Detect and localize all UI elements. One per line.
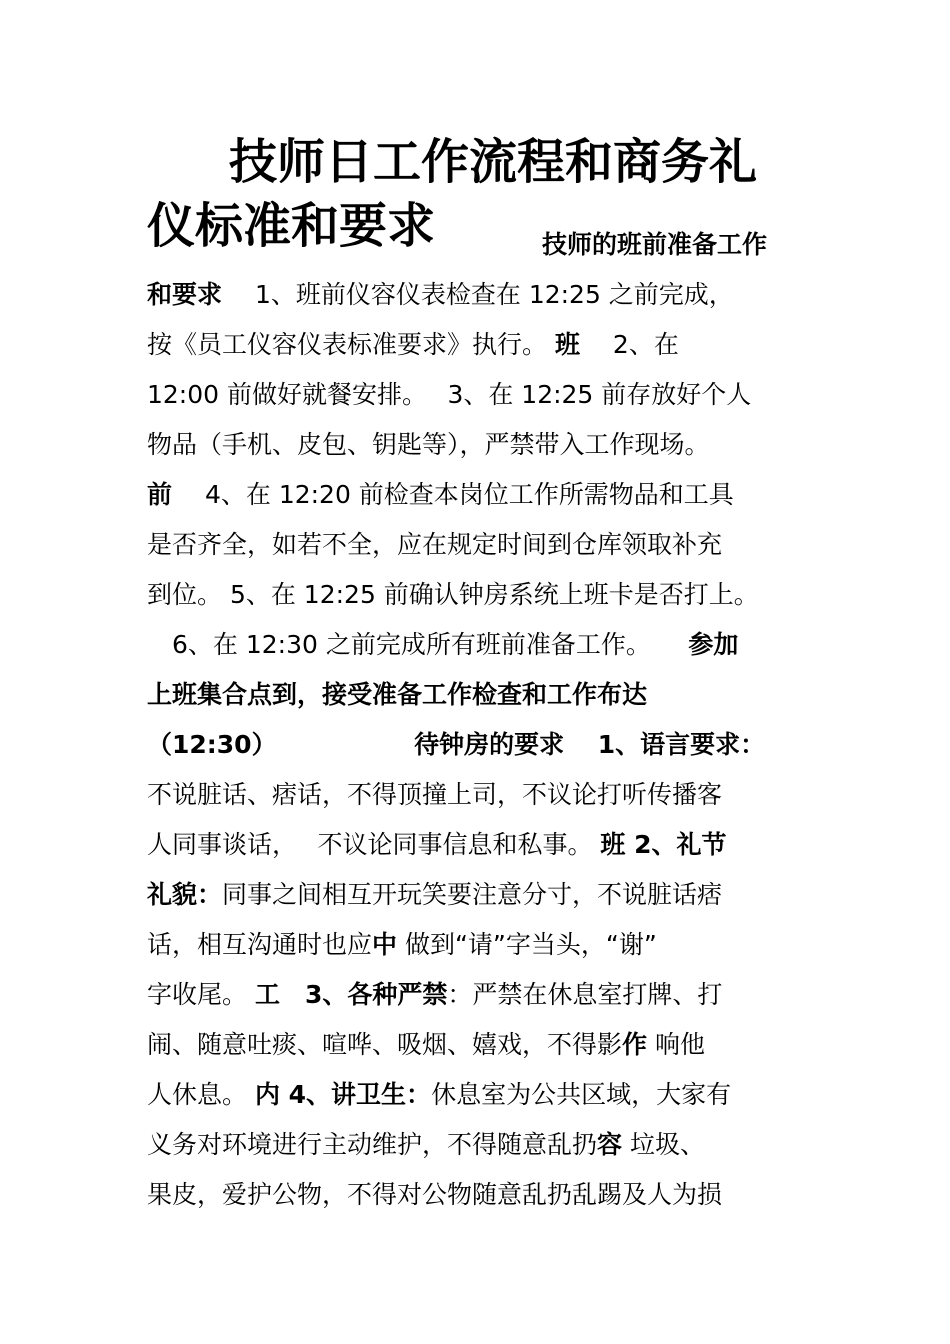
body-line xyxy=(147,920,809,970)
bold-text: 班 2、礼节 xyxy=(600,830,727,859)
body-line xyxy=(147,570,809,620)
body-line xyxy=(147,370,809,420)
title-line-1: 技师日工作流程和商务礼 xyxy=(229,134,758,190)
bold-text: 上班集合点到，接受准备工作检查和工作布达 xyxy=(147,680,648,709)
bold-text: 作 xyxy=(622,1030,648,1059)
body-text-span: 休息室为公共区域，大家有 xyxy=(431,1080,732,1109)
body-line xyxy=(147,470,809,520)
bold-text: 工 3、各种严禁 xyxy=(254,980,448,1009)
body-text-span: 话，相互沟通时也应 xyxy=(147,930,373,959)
title-line-2: 仪标准和要求 xyxy=(147,198,436,254)
body-line xyxy=(147,1020,809,1070)
bold-text: （12:30） 待钟房的要求 1、语言要求： xyxy=(147,730,766,759)
bold-text: 参加 xyxy=(688,630,739,659)
body-text-span: 字收尾。 xyxy=(147,980,255,1009)
body-line xyxy=(147,420,809,470)
bold-text: 礼貌： xyxy=(147,880,223,909)
body-line xyxy=(147,670,809,720)
body-line xyxy=(147,1120,809,1170)
body-text-span: 4、在 12:20 前检查本岗位工作所需物品和工具 xyxy=(172,480,734,509)
body-text-span: 同事之间相互开玩笑要注意分寸，不说脏话痞 xyxy=(222,880,723,909)
body-text-span: 12:00 前做好就餐安排。 3、在 12:25 前存放好个人 xyxy=(147,380,752,409)
body-line xyxy=(147,720,809,770)
bold-text: 技师的班前准备工作 xyxy=(542,230,768,259)
bold-text: 中 xyxy=(372,930,398,959)
document-body xyxy=(147,220,809,1220)
body-text-span: 2、在 xyxy=(579,330,679,359)
body-line xyxy=(147,970,809,1020)
body-line xyxy=(147,770,809,820)
body-line xyxy=(147,1170,809,1220)
body-line xyxy=(147,320,809,370)
bold-text: 班 xyxy=(554,330,580,359)
body-text-span: 按《员工仪容仪表标准要求》执行。 xyxy=(147,330,555,359)
body-line xyxy=(147,620,809,670)
body-line xyxy=(147,1070,809,1120)
body-text-span: 响他 xyxy=(647,1030,705,1059)
body-text-span: 物品（手机、皮包、钥匙等），严禁带入工作现场。 xyxy=(147,430,710,459)
body-line xyxy=(147,820,809,870)
body-text-span: 6、在 12:30 之前完成所有班前准备工作。 xyxy=(147,630,689,659)
body-text-span: 是否齐全，如若不全，应在规定时间到仓库领取补充 xyxy=(147,530,723,559)
body-text-span: 垃圾、 xyxy=(622,1130,705,1159)
body-text-span: ：严禁在休息室打牌、打 xyxy=(447,980,723,1009)
bold-text: 内 4、讲卫生： xyxy=(254,1080,432,1109)
body-line xyxy=(147,270,809,320)
body-text-span: 不说脏话、痞话，不得顶撞上司，不议论打听传播客 xyxy=(147,780,723,809)
body-line xyxy=(147,520,809,570)
bold-text: 和要求 xyxy=(147,280,223,309)
body-text-span: 果皮，爱护公物，不得对公物随意乱扔乱踢及人为损 xyxy=(147,1180,723,1209)
body-text-span: 闹、随意吐痰、喧哗、吸烟、嬉戏，不得影 xyxy=(147,1030,623,1059)
body-line xyxy=(147,220,809,270)
body-text-span: 人休息。 xyxy=(147,1080,255,1109)
bold-text: 容 xyxy=(597,1130,623,1159)
body-text-span: 人同事谈话， 不议论同事信息和私事。 xyxy=(147,830,601,859)
body-text-span: 义务对环境进行主动维护，不得随意乱扔 xyxy=(147,1130,598,1159)
body-text-span: 做到“请”字当头，“谢” xyxy=(397,930,657,959)
body-text-span: 1、班前仪容仪表检查在 12:25 之前完成， xyxy=(222,280,734,309)
body-text-span: 到位。 5、在 12:25 前确认钟房系统上班卡是否打上。 xyxy=(147,580,759,609)
body-line xyxy=(147,870,809,920)
bold-text: 前 xyxy=(147,480,173,509)
